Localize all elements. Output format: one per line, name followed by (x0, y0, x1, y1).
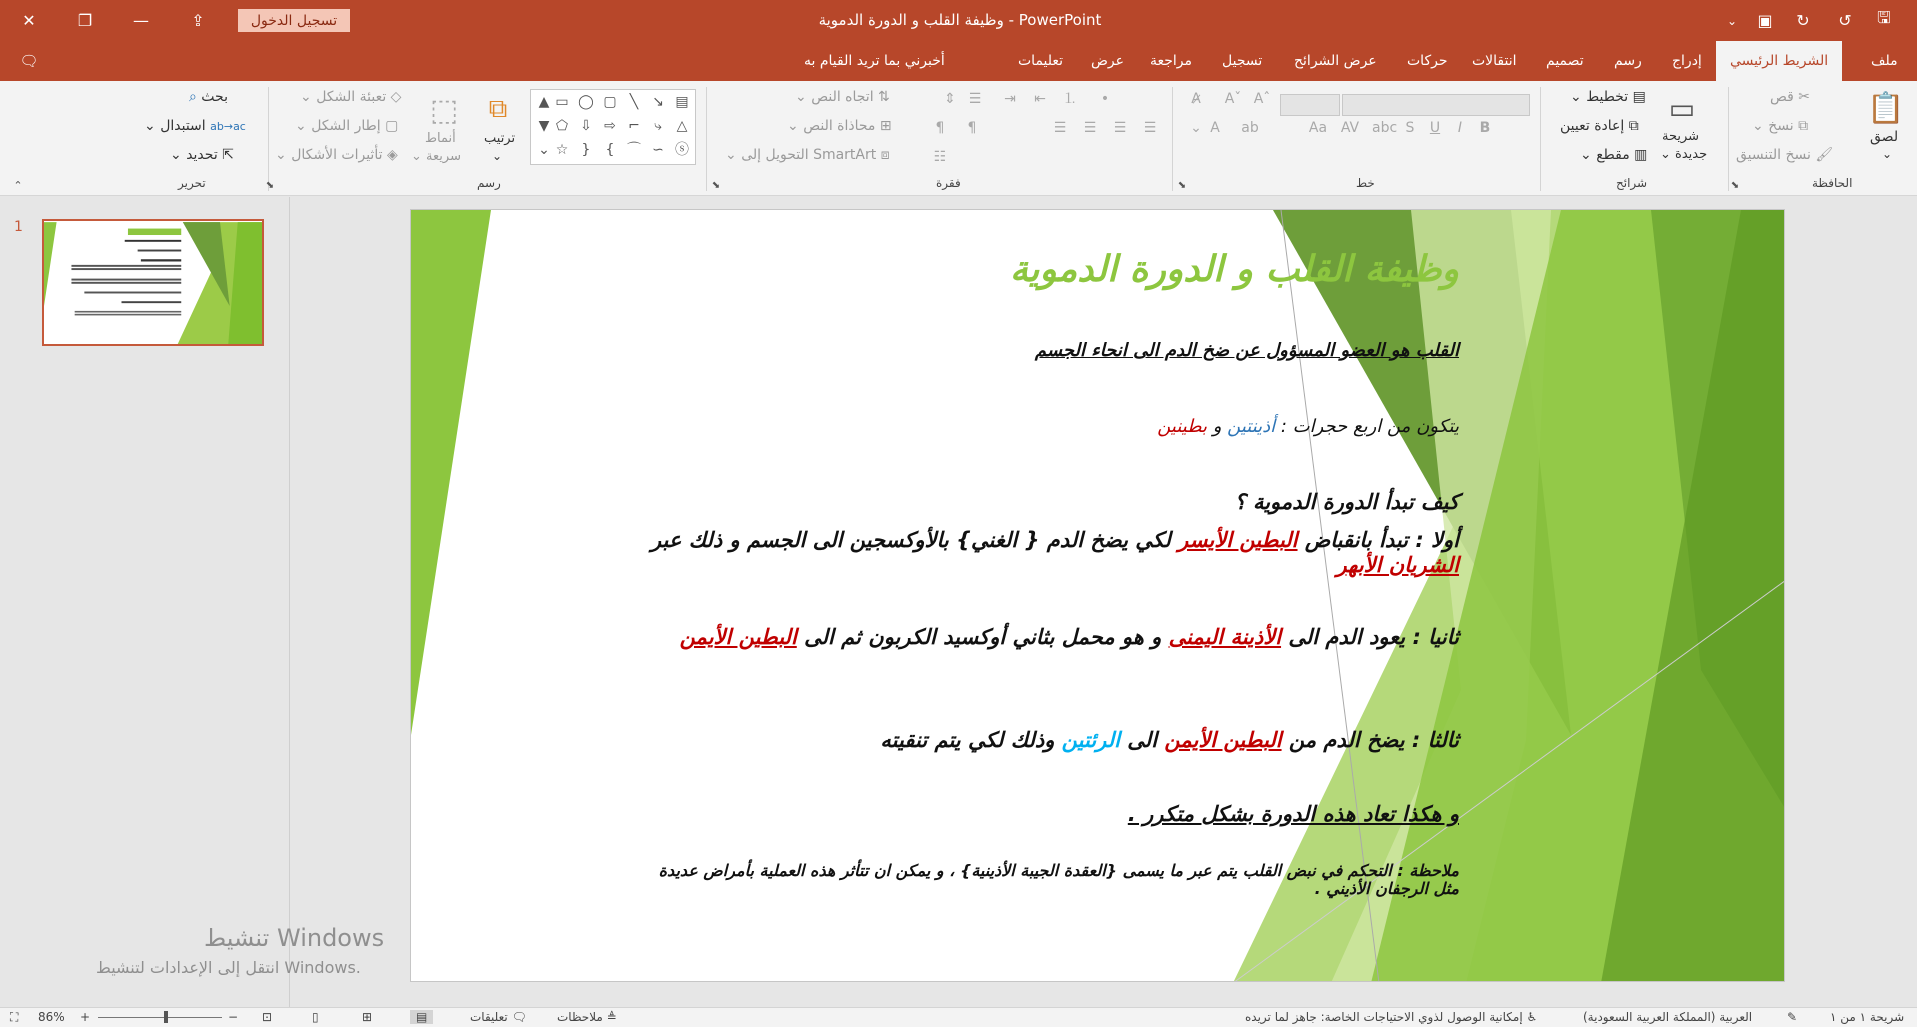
tab-draw[interactable]: رسم (1614, 53, 1642, 69)
character-spacing-icon[interactable]: AV (1340, 120, 1360, 136)
notes-icon: ≜ (606, 1010, 617, 1024)
copy-icon: ⧉ (1798, 118, 1809, 134)
thumbnail-graphic (44, 221, 264, 346)
shadow-icon[interactable]: S (1405, 120, 1415, 136)
new-slide-label-2: ⌄ جديدة (1660, 147, 1708, 162)
numbering-icon[interactable]: ⒈ (1063, 91, 1077, 107)
tab-review[interactable]: مراجعة (1150, 53, 1193, 69)
activation-watermark-text: انتقل إلى الإعدادات لتنشيط Windows. (96, 958, 361, 977)
clear-formatting-icon[interactable]: A̷ (1191, 91, 1201, 107)
text-direction-button[interactable]: ⌄ اتجاه النص ⇅ (795, 89, 890, 105)
down-arrow-shape-icon[interactable]: ⇩ (580, 118, 592, 134)
align-text-button[interactable]: ⌄ محاذاة النص ⊞ (787, 118, 892, 134)
curved-connector-shape-icon[interactable]: ⤷ (654, 118, 662, 134)
curve-shape-icon[interactable]: ∽ (652, 142, 664, 158)
arrange-icon: ⧉ (488, 94, 508, 124)
shape-effects-button[interactable]: ⌄ تأثيرات الأشكال ◈ (275, 147, 398, 163)
font-group-label: خط (1356, 176, 1375, 190)
align-left-icon[interactable]: ☰ (1143, 120, 1157, 136)
shape-outline-button[interactable]: ⌄ إطار الشكل ▢ (295, 118, 399, 134)
slide-point-1[interactable]: أولا : تبدأ بانقباض البطين الأيسر لكي يضخ الدم { الغني} بالأوكسجين الى الجسم و ذلك عبر الشريان الأبهر (650, 528, 1459, 577)
tab-tell-me[interactable]: أخبرني بما تريد القيام به (804, 53, 945, 69)
slide-canvas[interactable] (410, 209, 1785, 982)
ribbon-tabs (0, 41, 1917, 81)
zoom-slider[interactable] (98, 1017, 222, 1018)
new-slide-button[interactable]: شريحة (1662, 129, 1700, 144)
tab-insert[interactable]: إدراج (1672, 53, 1702, 69)
scroll-up-icon[interactable]: ▲ (538, 94, 550, 110)
slide-text-line2[interactable]: يتكون من اربع حجرات : أذينتين و بطينين (1157, 416, 1459, 437)
increase-font-icon[interactable]: Aˆ (1253, 91, 1271, 107)
slide-number: 1 (14, 219, 23, 235)
replace-icon: ab→ac (210, 120, 246, 133)
scroll-down-icon[interactable]: ▼ (538, 118, 550, 134)
paintbrush-icon: 🖌 (1815, 147, 1834, 163)
slide-point-4[interactable]: و هكذا تعاد هذه الدورة بشكل متكرر . (1127, 802, 1459, 826)
cursor-icon: ⇱ (222, 147, 234, 163)
justify-icon[interactable]: ☰ (1053, 120, 1067, 136)
elbow-connector-shape-icon[interactable]: ⌐ (628, 118, 640, 134)
tab-recording[interactable]: تسجيل (1222, 53, 1263, 69)
collapse-ribbon-icon[interactable]: ⌃ (13, 179, 23, 192)
decrease-font-icon[interactable]: Aˇ (1224, 91, 1242, 107)
present-icon[interactable]: ▣ (1757, 11, 1773, 30)
document-title: وظيفة القلب و الدورة الدموية - PowerPoint (818, 11, 1102, 29)
font-color-a-icon[interactable]: A (1210, 120, 1220, 136)
signin-button[interactable]: تسجيل الدخول (238, 9, 350, 32)
columns-icon[interactable]: ☷ (933, 149, 947, 165)
status-bar (0, 1007, 1917, 1027)
slide-editing-area (291, 197, 1917, 1007)
paste-icon: 📋 (1867, 91, 1905, 126)
redo-icon[interactable]: ↻ (1796, 11, 1810, 30)
slide-point-3[interactable]: ثالثا : يضخ الدم من البطين الأيمن الى الرئتين وذلك لكي يتم تنقيته (880, 728, 1459, 752)
star-shape-icon[interactable]: ☆ (555, 142, 569, 158)
tab-animations[interactable]: حركات (1407, 53, 1448, 69)
slide-sorter-icon[interactable]: ⊞ (362, 1010, 373, 1024)
undo-icon[interactable]: ↺ (1838, 11, 1852, 30)
activation-watermark-title: تنشيط Windows (204, 924, 385, 952)
align-center-icon[interactable]: ☰ (1113, 120, 1127, 136)
quick-styles-label-2: ⌄ سريعة (411, 149, 461, 164)
italic-icon[interactable]: I (1457, 120, 1463, 136)
font-size-box[interactable] (1280, 94, 1340, 116)
format-painter-button[interactable]: نسخ التنسيق 🖌 (1736, 147, 1834, 163)
restore-icon[interactable]: ❐ (77, 11, 93, 30)
reset-button[interactable]: إعادة تعيين ⧉ (1560, 118, 1639, 134)
fit-slide-icon[interactable]: ⛶ (10, 1010, 19, 1024)
line-shape-icon[interactable]: ╲ (629, 94, 639, 110)
rounded-rect-shape-icon[interactable]: ▢ (603, 94, 617, 110)
font-name-box[interactable] (1342, 94, 1530, 116)
editing-group-label: تحرير (178, 176, 206, 190)
change-case-icon[interactable]: Aa (1308, 120, 1328, 136)
rtl-icon[interactable]: ¶ (935, 120, 945, 136)
scissors-icon: ✂ (1798, 89, 1811, 105)
cut-button[interactable]: قص ✂ (1770, 89, 1811, 105)
title-bar (0, 0, 1917, 41)
save-icon[interactable]: 🖫 (1877, 8, 1891, 27)
section-button[interactable]: ⌄ مقطع ▥ (1580, 147, 1648, 163)
comments-button[interactable]: تعليقات 🗨 (470, 1010, 527, 1024)
layout-button[interactable]: ⌄ تخطيط ▤ (1570, 89, 1646, 105)
customize-toolbar-icon[interactable]: ⌄ (1726, 13, 1738, 28)
comment-icon: 🗨 (511, 1010, 527, 1024)
bold-icon[interactable]: B (1479, 120, 1491, 136)
slide-title[interactable]: وظيفة القلب و الدورة الدموية (1010, 248, 1459, 290)
ribbon-display-options-icon[interactable]: ⇪ (191, 11, 205, 30)
shapes-gallery[interactable] (530, 89, 696, 165)
close-icon[interactable]: ✕ (22, 11, 36, 30)
copy-button[interactable]: ⌄ نسخ ⧉ (1752, 118, 1809, 134)
arc-shape-icon[interactable]: ⌒ (627, 142, 641, 158)
spellcheck-icon[interactable]: ✎ (1787, 1010, 1798, 1024)
slide-note[interactable]: ملاحظة : التحكم في نبض القلب يتم عبر ما يسمى {العقدة الجيبة الأذينية} ، و يمكن ان تتأثر هذه العملية بأمراض عديدة مثل الرجفان الأذيني . (658, 861, 1459, 898)
clipboard-group-label: الحافظة (1812, 176, 1853, 190)
increase-indent-icon[interactable]: ⇥ (1004, 91, 1016, 107)
find-button[interactable]: ⌕ بحث (189, 89, 228, 105)
minimize-icon[interactable]: — (133, 11, 149, 30)
ltr-icon[interactable]: ¶ (967, 120, 977, 136)
line-spacing-icon-2[interactable]: ☰ (968, 91, 982, 107)
rectangle-shape-icon[interactable]: ▭ (555, 94, 569, 110)
line-spacing-icon[interactable]: ⇕ (944, 91, 956, 107)
slide-question[interactable]: كيف تبدأ الدورة الدموية ؟ (1234, 490, 1459, 514)
brace-shape-icon[interactable]: } (581, 142, 591, 158)
accessibility-status[interactable]: إمكانية الوصول لذوي الاحتياجات الخاصة: جاهز لما تريده ♿ (1245, 1010, 1538, 1024)
paste-dropdown-icon[interactable]: ⌄ (1882, 147, 1893, 161)
shape-fill-button[interactable]: ⌄ تعبئة الشكل ◇ (300, 89, 402, 105)
ribbon-separator (1540, 87, 1541, 191)
paragraph-dialog-launcher-icon[interactable]: ⬊ (711, 180, 721, 191)
reading-view-icon[interactable]: ▯ (312, 1010, 319, 1024)
font-color-icon[interactable]: ⌄ (1190, 120, 1202, 136)
replace-button[interactable]: ⌄ استبدال ab→ac (144, 118, 246, 134)
arrange-dropdown-icon[interactable]: ⌄ (492, 149, 503, 163)
more-shapes-icon[interactable]: ⌄ (538, 142, 550, 158)
slide-point-2[interactable]: ثانيا : يعود الدم الى الأذينة اليمنى و هو محمل بثاني أوكسيد الكربون ثم الى البطين الأيمن (679, 625, 1459, 649)
paragraph-group-label: فقرة (936, 176, 961, 190)
language-status[interactable]: العربية (المملكة العربية السعودية) (1583, 1010, 1753, 1024)
presenter-view-icon[interactable]: ⊡ (262, 1010, 273, 1024)
accessibility-icon: ♿ (1526, 1010, 1538, 1024)
drawing-group-label: رسم (477, 176, 501, 190)
zoom-slider-handle[interactable] (164, 1011, 168, 1023)
ribbon (0, 81, 1917, 196)
align-right-icon[interactable]: ☰ (1083, 120, 1097, 136)
tab-view[interactable]: عرض (1091, 53, 1125, 69)
tab-transitions[interactable]: انتقالات (1472, 53, 1517, 69)
quick-styles-icon: ⬚ (429, 93, 459, 128)
decrease-indent-icon[interactable]: ⇤ (1034, 91, 1046, 107)
slide-thumbnail[interactable] (42, 219, 264, 346)
slides-group-label: شرائح (1616, 176, 1648, 190)
tab-slideshow[interactable]: عرض الشرائح (1294, 53, 1377, 69)
triangle-shape-icon[interactable]: △ (676, 118, 688, 134)
freeform-shape-icon[interactable]: ⓢ (675, 142, 689, 158)
slide-info: شريحة ١ من ١ (1830, 1010, 1905, 1024)
paste-button[interactable]: لصق (1870, 129, 1899, 145)
comments-icon[interactable]: 🗨 (19, 52, 39, 70)
arrange-button[interactable]: ترتيب (484, 131, 516, 146)
tab-file[interactable]: ملف (1871, 53, 1898, 69)
left-brace-shape-icon[interactable]: { (605, 142, 615, 158)
pentagon-shape-icon[interactable]: ⬠ (555, 118, 569, 134)
font-dialog-launcher-icon[interactable]: ⬊ (1177, 180, 1187, 191)
bullets-icon[interactable]: • (1100, 91, 1110, 107)
tab-design[interactable]: تصميم (1546, 53, 1584, 69)
new-slide-icon: ▭ (1668, 92, 1696, 125)
clipboard-dialog-launcher-icon[interactable]: ⬊ (1730, 180, 1740, 191)
zoom-in-icon[interactable]: + (80, 1010, 91, 1024)
quick-styles-button[interactable]: أنماط (425, 131, 456, 146)
zoom-out-icon[interactable]: − (228, 1010, 239, 1024)
select-button[interactable]: ⌄ تحديد ⇱ (170, 147, 234, 163)
right-arrow-shape-icon[interactable]: ⇨ (604, 118, 616, 134)
strikethrough-icon[interactable]: abc (1372, 120, 1398, 136)
slide-text-line1[interactable]: القلب هو العضو المسؤول عن ضخ الدم الى انحاء الجسم (1034, 340, 1459, 361)
underline-icon[interactable]: U (1429, 120, 1441, 136)
highlight-icon[interactable]: ab (1241, 120, 1259, 136)
zoom-level[interactable]: 86% (38, 1010, 65, 1024)
notes-button[interactable]: ملاحظات ≜ (557, 1010, 617, 1024)
textbox-shape-icon[interactable]: ▤ (675, 94, 689, 110)
normal-view-icon[interactable]: ▤ (410, 1010, 433, 1024)
slide-thumbnail-pane (0, 197, 290, 1007)
convert-smartart-button[interactable]: ⌄ التحويل إلى SmartArt ⧈ (725, 147, 890, 163)
oval-shape-icon[interactable]: ◯ (578, 94, 594, 110)
arrow-line-shape-icon[interactable]: ↘ (652, 94, 664, 110)
search-icon: ⌕ (189, 89, 197, 105)
tab-help[interactable]: تعليمات (1018, 53, 1064, 69)
drawing-dialog-launcher-icon[interactable]: ⬊ (265, 180, 275, 191)
ribbon-separator (1728, 87, 1729, 191)
tab-home[interactable]: الشريط الرئيسي (1716, 41, 1842, 81)
